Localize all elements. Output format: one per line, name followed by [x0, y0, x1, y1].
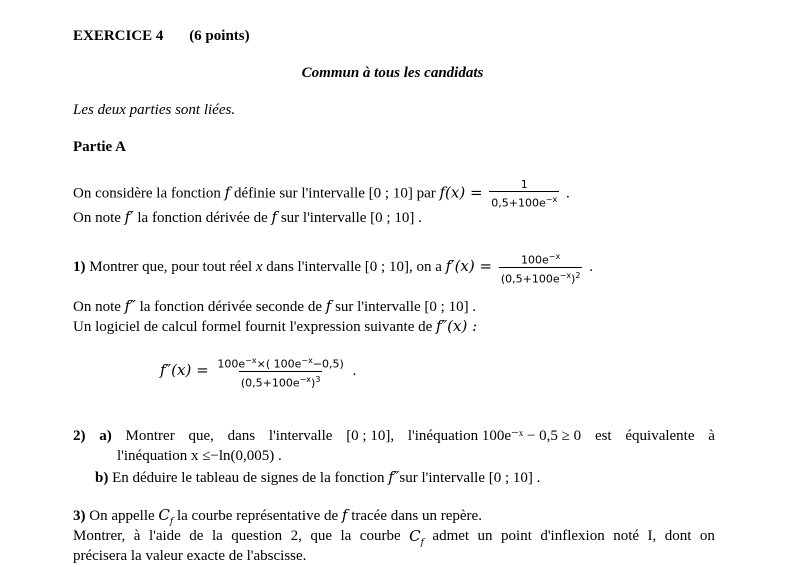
definition-fraction: $\frac{1}{0,5+100e^{-x}}$: [491, 178, 558, 210]
question-3-line-3: précisera la valeur exacte de l'abscisse.: [73, 548, 307, 564]
question-3-line-2: Montrer, à l'aide de la question 2, que la courbe $C_f$ admet un point d'inflexion noté I, dont on: [73, 527, 715, 548]
exercise-points: (6 points): [189, 28, 250, 44]
question-2b: b) En déduire le tableau de signes de la fonction f″sur l'intervalle [0 ; 10] .: [95, 468, 541, 486]
formula-fraction: $\frac{100e^{-x}\times( 100e^{-x}-0,5)}{(0,5+100e^{-x})^3}$: [217, 356, 344, 390]
question-2a: [73, 426, 715, 466]
question-2a-line-1: 2) a) Montrer que, dans l'intervalle [0 ; 10], l'inéquation 100e⁻ˣ − 0,5 ≥ 0 est équivalente à: [73, 428, 715, 444]
second-derivative-formula: f″(x) = $\frac{100e^{-x}\times( 100e^{-x}-0,5)}{(0,5+100e^{-x})^3}$ .: [160, 356, 357, 390]
second-derivative-line-2: Un logiciel de calcul formel fournit l'expression suivante de f″(x) :: [73, 317, 478, 335]
second-derivative-line-1: On note f″ la fonction dérivée seconde de f sur l'intervalle [0 ; 10] .: [73, 297, 477, 315]
fx-lhs: f(x) =: [439, 183, 483, 202]
exercise-header: [73, 26, 250, 46]
q1-fraction: $\frac{100e^{-x}}{(0,5+100e^{-x})^2}$: [500, 252, 581, 286]
definition-line-1: On considère la fonction f définie sur l'intervalle [0 ; 10] par f(x) = $\frac{1}{0,5+100e^{-x}}$ .: [73, 178, 570, 210]
question-1: 1) Montrer que, pour tout réel x dans l'intervalle [0 ; 10], on a f′(x) = $\frac{100e^{-x}}{(0,5+100e^{-x})^2}$ .: [73, 252, 593, 286]
subtitle: Commun à tous les candidats: [301, 65, 484, 81]
curve-symbol: $C_f$: [158, 506, 174, 527]
part-a-title: Partie A: [73, 139, 126, 155]
exercise-title: EXERCICE 4: [73, 28, 164, 44]
intro-text: Les deux parties sont liées.: [73, 102, 236, 118]
definition-line-2: On note f′ la fonction dérivée de f sur l'intervalle [0 ; 10] .: [73, 208, 422, 226]
question-3-line-1: 3) On appelle $C_f$ la courbe représentative de f tracée dans un repère.: [73, 506, 482, 527]
question-2a-line-2: l'inéquation x ≤−ln(0,005) .: [117, 448, 282, 464]
